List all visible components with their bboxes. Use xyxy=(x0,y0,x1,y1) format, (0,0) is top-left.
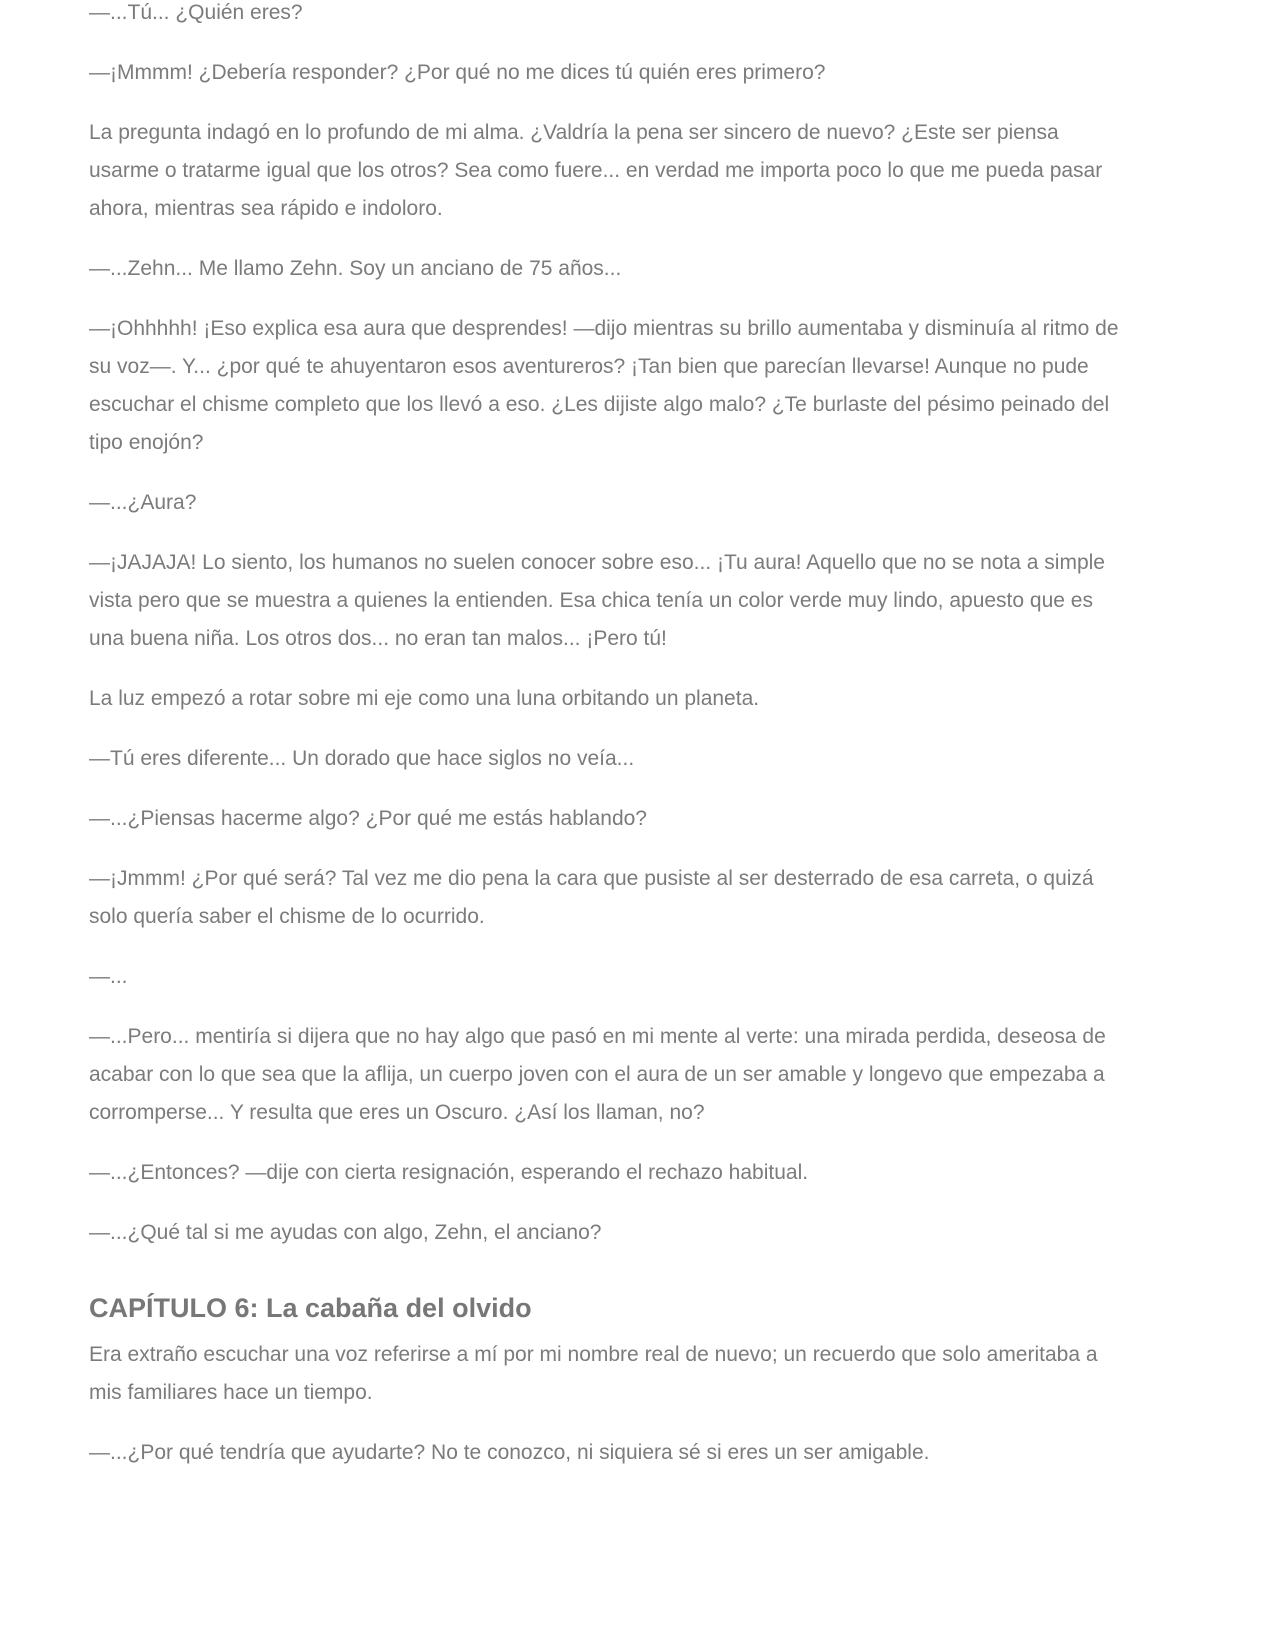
paragraph: —...¿Entonces? —dije con cierta resignación, esperando el rechazo habitual. xyxy=(89,1161,809,1184)
paragraph: —...¿Piensas hacerme algo? ¿Por qué me estás hablando? xyxy=(89,807,647,830)
paragraph: —...¿Qué tal si me ayudas con algo, Zehn, el anciano? xyxy=(89,1221,602,1244)
paragraph: La pregunta indagó en lo profundo de mi alma. ¿Valdría la pena ser sincero de nuevo? ¿Este ser piensa usarme o tratarme igual que los otros? Sea como fuere... en verdad me importa poco lo que me pueda pasar ahora, mientras sea rápido e indoloro. xyxy=(89,121,1103,220)
paragraph: —...Tú... ¿Quién eres? xyxy=(89,1,303,24)
paragraph: —...Zehn... Me llamo Zehn. Soy un anciano de 75 años... xyxy=(89,257,622,280)
paragraph: Era extraño escuchar una voz referirse a mí por mi nombre real de nuevo; un recuerdo que solo ameritaba a mis familiares hace un tiempo. xyxy=(89,1343,1098,1404)
paragraph: —...Pero... mentiría si dijera que no hay algo que pasó en mi mente al verte: una mirada perdida, deseosa de acabar con lo que sea que la aflija, un cuerpo joven con el aura de un ser amable y longevo que empezaba a corromperse... Y resulta que eres un Oscuro. ¿Así los llaman, no? xyxy=(89,1025,1106,1124)
chapter-heading: CAPÍTULO 6: La cabaña del olvido xyxy=(89,1293,532,1323)
document-body xyxy=(89,0,1119,1494)
paragraph: —...¿Por qué tendría que ayudarte? No te conozco, ni siquiera sé si eres un ser amigable. xyxy=(89,1441,930,1464)
paragraph: —... xyxy=(89,965,128,988)
paragraph: —¡Mmmm! ¿Debería responder? ¿Por qué no me dices tú quién eres primero? xyxy=(89,61,826,84)
paragraph: —¡JAJAJA! Lo siento, los humanos no suelen conocer sobre eso... ¡Tu aura! Aquello que no se nota a simple vista pero que se muestra a quienes la entienden. Esa chica tenía un color verde muy lindo, apuesto que es una buena niña. Los otros dos... no eran tan malos... ¡Pero tú! xyxy=(89,551,1105,650)
paragraph: —...¿Aura? xyxy=(89,491,197,514)
paragraph: La luz empezó a rotar sobre mi eje como una luna orbitando un planeta. xyxy=(89,687,760,710)
paragraph: —¡Ohhhhh! ¡Eso explica esa aura que desprendes! —dijo mientras su brillo aumentaba y disminuía al ritmo de su voz—. Y... ¿por qué te ahuyentaron esos aventureros? ¡Tan bien que parecían llevarse! Aunque no pude escuchar el chisme completo que los llevó a eso. ¿Les dijiste algo malo? ¿Te burlaste del pésimo peinado del tipo enojón? xyxy=(89,317,1119,454)
paragraph: —¡Jmmm! ¿Por qué será? Tal vez me dio pena la cara que pusiste al ser desterrado de esa carreta, o quizá solo quería saber el chisme de lo ocurrido. xyxy=(89,867,1094,928)
paragraph: —Tú eres diferente... Un dorado que hace siglos no veía... xyxy=(89,747,635,770)
